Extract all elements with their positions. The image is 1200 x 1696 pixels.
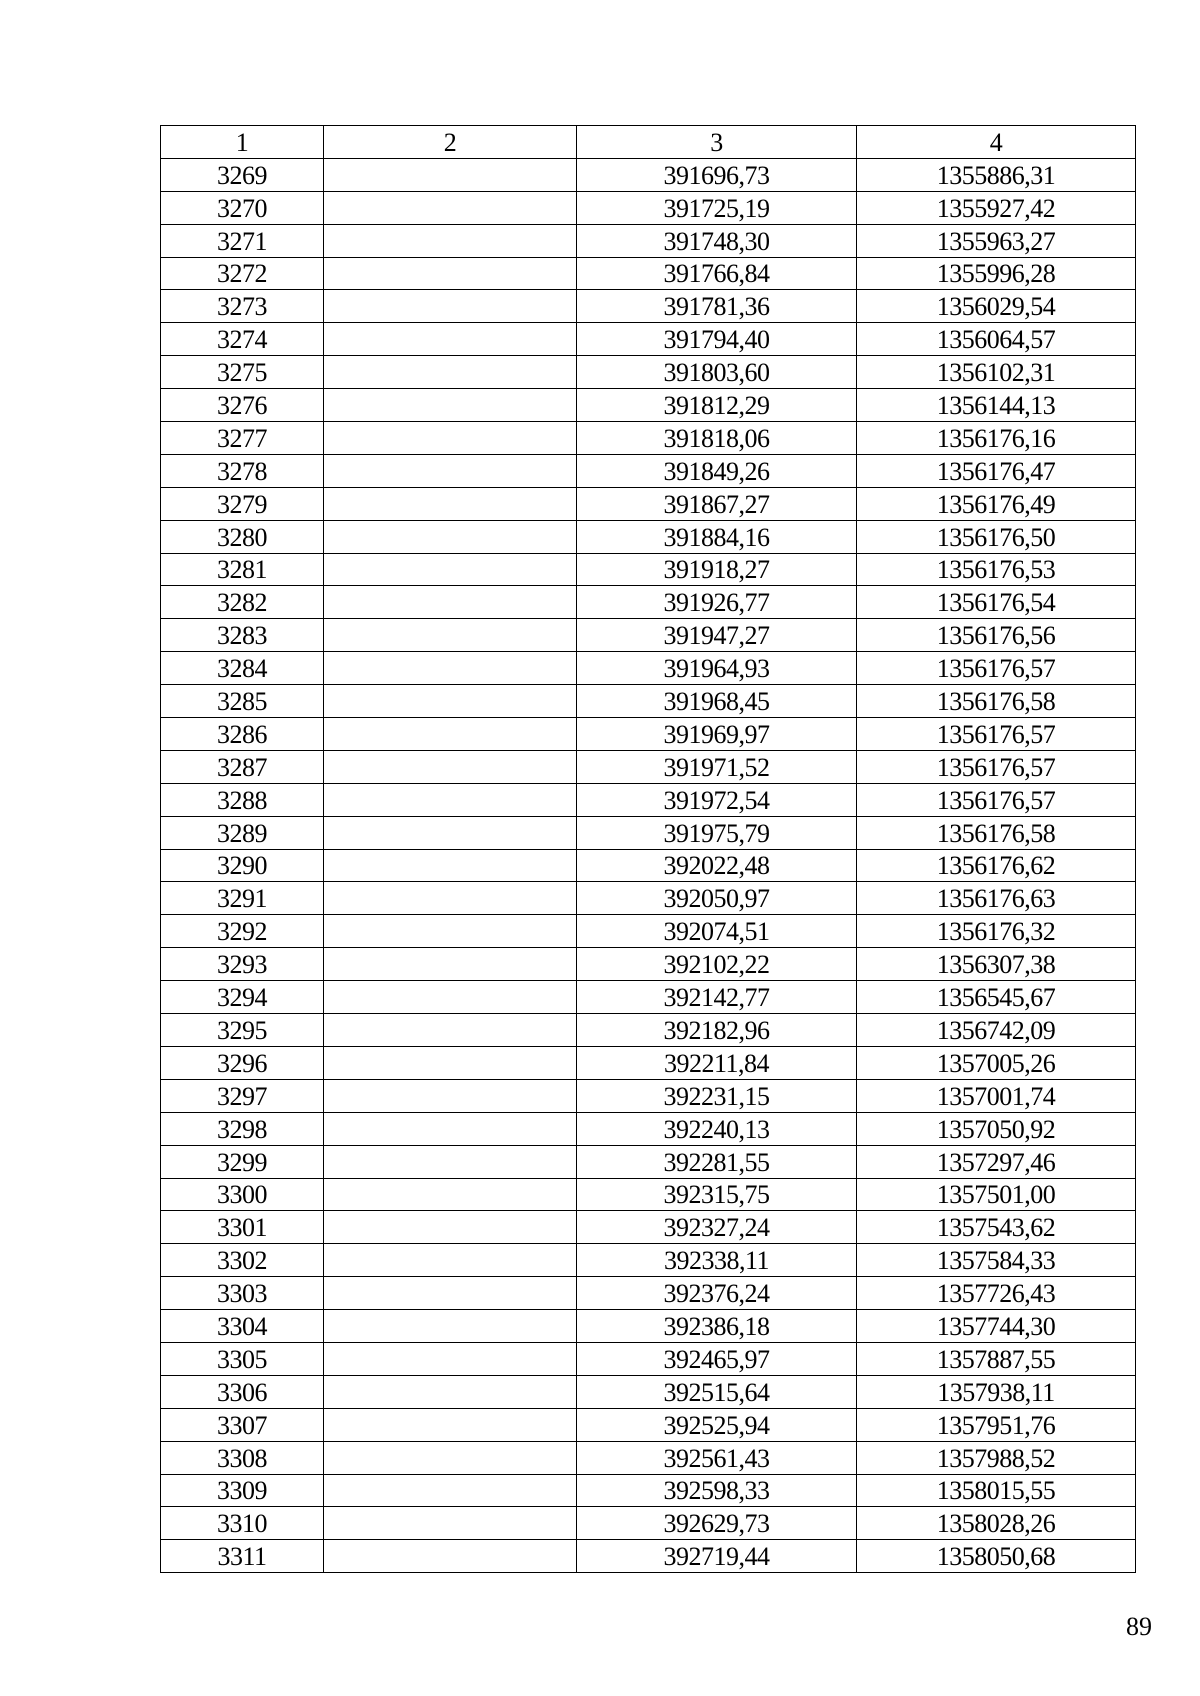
table-cell-col-1: 3274: [161, 323, 324, 356]
table-cell-col-4: 1356176,57: [857, 750, 1136, 783]
table-cell-col-3: 391812,29: [577, 389, 857, 422]
table-cell-col-2: [324, 586, 577, 619]
table-cell-col-3: 391696,73: [577, 158, 857, 191]
table-cell-col-2: [324, 224, 577, 257]
table-cell-col-4: 1355963,27: [857, 224, 1136, 257]
table-cell-col-2: [324, 158, 577, 191]
table-row: [161, 783, 1136, 816]
table-cell-col-2: [324, 520, 577, 553]
table-cell-col-3: 392386,18: [577, 1310, 857, 1343]
table-cell-col-1: 3272: [161, 257, 324, 290]
table-cell-col-3: 392598,33: [577, 1474, 857, 1507]
table-cell-col-4: 1356176,58: [857, 685, 1136, 718]
table-cell-col-3: 391926,77: [577, 586, 857, 619]
table-cell-col-3: 392376,24: [577, 1277, 857, 1310]
table-header-row: [161, 126, 1136, 159]
table-cell-col-1: 3294: [161, 981, 324, 1014]
table-cell-col-4: 1358050,68: [857, 1540, 1136, 1573]
table-cell-col-1: 3290: [161, 849, 324, 882]
table-cell-col-2: [324, 1277, 577, 1310]
table-row: [161, 849, 1136, 882]
page-number: 89: [1126, 1612, 1152, 1641]
table-row: [161, 1408, 1136, 1441]
table-cell-col-1: 3287: [161, 750, 324, 783]
table-cell-col-4: 1357988,52: [857, 1441, 1136, 1474]
table-cell-col-1: 3301: [161, 1211, 324, 1244]
table-cell-col-3: 392515,64: [577, 1375, 857, 1408]
table-cell-col-1: 3300: [161, 1178, 324, 1211]
table-cell-col-3: 391849,26: [577, 454, 857, 487]
table-cell-col-1: 3308: [161, 1441, 324, 1474]
table-cell-col-4: 1356176,62: [857, 849, 1136, 882]
table-row: [161, 1474, 1136, 1507]
table-row: [161, 1507, 1136, 1540]
table-cell-col-1: 3293: [161, 948, 324, 981]
table-cell-col-4: 1357951,76: [857, 1408, 1136, 1441]
table-cell-col-1: 3280: [161, 520, 324, 553]
table-cell-col-1: 3286: [161, 718, 324, 751]
table-cell-col-3: 391803,60: [577, 356, 857, 389]
table-cell-col-1: 3275: [161, 356, 324, 389]
table-row: [161, 454, 1136, 487]
table-row: [161, 1277, 1136, 1310]
table-cell-col-1: 3271: [161, 224, 324, 257]
table-cell-col-2: [324, 1310, 577, 1343]
table-cell-col-2: [324, 981, 577, 1014]
table-cell-col-4: 1357543,62: [857, 1211, 1136, 1244]
table-cell-col-4: 1358028,26: [857, 1507, 1136, 1540]
table-cell-col-4: 1357938,11: [857, 1375, 1136, 1408]
table-row: [161, 1014, 1136, 1047]
table-cell-col-2: [324, 915, 577, 948]
table-cell-col-2: [324, 1145, 577, 1178]
table-cell-col-2: [324, 422, 577, 455]
table-cell-col-3: 392561,43: [577, 1441, 857, 1474]
table-cell-col-3: 392022,48: [577, 849, 857, 882]
table-cell-col-2: [324, 454, 577, 487]
table-cell-col-2: [324, 1441, 577, 1474]
table-cell-col-4: 1357584,33: [857, 1244, 1136, 1277]
table-cell-col-1: 3284: [161, 652, 324, 685]
table-cell-col-3: 391975,79: [577, 816, 857, 849]
table-cell-col-3: 391781,36: [577, 290, 857, 323]
table-cell-col-3: 391971,52: [577, 750, 857, 783]
table-row: [161, 685, 1136, 718]
table-cell-col-1: 3296: [161, 1046, 324, 1079]
table-row: [161, 257, 1136, 290]
table-cell-col-4: 1356176,58: [857, 816, 1136, 849]
table-cell-col-1: 3288: [161, 783, 324, 816]
table-cell-col-4: 1357726,43: [857, 1277, 1136, 1310]
table-cell-col-1: 3307: [161, 1408, 324, 1441]
table-row: [161, 224, 1136, 257]
table-row: [161, 750, 1136, 783]
table-cell-col-2: [324, 1507, 577, 1540]
table-cell-col-3: 392281,55: [577, 1145, 857, 1178]
table-cell-col-3: 391969,97: [577, 718, 857, 751]
table-cell-col-1: 3277: [161, 422, 324, 455]
table-cell-col-4: 1357001,74: [857, 1079, 1136, 1112]
table-cell-col-2: [324, 882, 577, 915]
table-cell-col-4: 1357050,92: [857, 1112, 1136, 1145]
table-cell-col-2: [324, 1244, 577, 1277]
table-cell-col-2: [324, 323, 577, 356]
table-cell-col-2: [324, 290, 577, 323]
table-cell-col-1: 3295: [161, 1014, 324, 1047]
table-cell-col-4: 1356029,54: [857, 290, 1136, 323]
table-cell-col-4: 1355886,31: [857, 158, 1136, 191]
table-row: [161, 1441, 1136, 1474]
table-cell-col-4: 1356102,31: [857, 356, 1136, 389]
table-cell-col-1: 3304: [161, 1310, 324, 1343]
table-cell-col-2: [324, 750, 577, 783]
table-cell-col-3: 392182,96: [577, 1014, 857, 1047]
table-cell-col-3: 392074,51: [577, 915, 857, 948]
column-header-3: 3: [577, 126, 857, 159]
table-cell-col-1: 3298: [161, 1112, 324, 1145]
table-cell-col-2: [324, 1079, 577, 1112]
table-cell-col-4: 1357744,30: [857, 1310, 1136, 1343]
table-cell-col-1: 3270: [161, 191, 324, 224]
table-cell-col-1: 3289: [161, 816, 324, 849]
table-cell-col-1: 3269: [161, 158, 324, 191]
table-cell-col-4: 1356176,57: [857, 652, 1136, 685]
table-cell-col-3: 391766,84: [577, 257, 857, 290]
table-cell-col-3: 391725,19: [577, 191, 857, 224]
column-header-4: 4: [857, 126, 1136, 159]
table-cell-col-2: [324, 685, 577, 718]
table-cell-col-2: [324, 1408, 577, 1441]
table-cell-col-2: [324, 652, 577, 685]
table-cell-col-4: 1356176,32: [857, 915, 1136, 948]
table-cell-col-1: 3297: [161, 1079, 324, 1112]
table-cell-col-3: 392142,77: [577, 981, 857, 1014]
table-cell-col-3: 392211,84: [577, 1046, 857, 1079]
table-row: [161, 553, 1136, 586]
table-row: [161, 290, 1136, 323]
table-cell-col-3: 392327,24: [577, 1211, 857, 1244]
table-row: [161, 1375, 1136, 1408]
table-cell-col-3: 391968,45: [577, 685, 857, 718]
table-cell-col-4: 1355996,28: [857, 257, 1136, 290]
table-row: [161, 981, 1136, 1014]
table-cell-col-1: 3302: [161, 1244, 324, 1277]
table-cell-col-4: 1357887,55: [857, 1342, 1136, 1375]
table-cell-col-1: 3285: [161, 685, 324, 718]
table-cell-col-2: [324, 1540, 577, 1573]
table-row: [161, 915, 1136, 948]
table-cell-col-2: [324, 356, 577, 389]
table-row: [161, 1046, 1136, 1079]
table-cell-col-3: 391794,40: [577, 323, 857, 356]
table-row: [161, 1244, 1136, 1277]
column-header-2: 2: [324, 126, 577, 159]
table-cell-col-4: 1356176,63: [857, 882, 1136, 915]
table-cell-col-1: 3303: [161, 1277, 324, 1310]
table-cell-col-4: 1356545,67: [857, 981, 1136, 1014]
table-cell-col-2: [324, 849, 577, 882]
table-cell-col-1: 3292: [161, 915, 324, 948]
table-cell-col-3: 391972,54: [577, 783, 857, 816]
table-cell-col-2: [324, 948, 577, 981]
table-cell-col-2: [324, 1342, 577, 1375]
table-cell-col-4: 1356176,53: [857, 553, 1136, 586]
table-cell-col-1: 3273: [161, 290, 324, 323]
table-cell-col-4: 1356742,09: [857, 1014, 1136, 1047]
table-cell-col-4: 1356176,54: [857, 586, 1136, 619]
table-cell-col-3: 392050,97: [577, 882, 857, 915]
table-cell-col-1: 3309: [161, 1474, 324, 1507]
table-cell-col-2: [324, 816, 577, 849]
table-cell-col-4: 1356144,13: [857, 389, 1136, 422]
table-row: [161, 1079, 1136, 1112]
table-cell-col-4: 1356176,49: [857, 487, 1136, 520]
table-cell-col-2: [324, 718, 577, 751]
table-row: [161, 520, 1136, 553]
table-cell-col-2: [324, 389, 577, 422]
table-row: [161, 882, 1136, 915]
table-cell-col-3: 392102,22: [577, 948, 857, 981]
table-cell-col-3: 392465,97: [577, 1342, 857, 1375]
table-cell-col-4: 1356176,57: [857, 783, 1136, 816]
table-row: [161, 718, 1136, 751]
table-cell-col-4: 1356176,47: [857, 454, 1136, 487]
table-row: [161, 1112, 1136, 1145]
table-row: [161, 158, 1136, 191]
table-cell-col-1: 3282: [161, 586, 324, 619]
table-cell-col-2: [324, 553, 577, 586]
table-cell-col-3: 392629,73: [577, 1507, 857, 1540]
table-row: [161, 1145, 1136, 1178]
table-cell-col-3: 391918,27: [577, 553, 857, 586]
table-cell-col-4: 1356307,38: [857, 948, 1136, 981]
table-row: [161, 948, 1136, 981]
table-cell-col-3: 391748,30: [577, 224, 857, 257]
table-cell-col-4: 1356176,57: [857, 718, 1136, 751]
table-cell-col-4: 1357297,46: [857, 1145, 1136, 1178]
table-row: [161, 389, 1136, 422]
table-cell-col-1: 3283: [161, 619, 324, 652]
table-row: [161, 816, 1136, 849]
table-cell-col-3: 392525,94: [577, 1408, 857, 1441]
table-cell-col-3: 392231,15: [577, 1079, 857, 1112]
table-cell-col-1: 3306: [161, 1375, 324, 1408]
table-cell-col-1: 3291: [161, 882, 324, 915]
table-row: [161, 1310, 1136, 1343]
table-cell-col-2: [324, 191, 577, 224]
table-cell-col-2: [324, 1046, 577, 1079]
table-cell-col-3: 391947,27: [577, 619, 857, 652]
table-row: [161, 586, 1136, 619]
table-cell-col-4: 1357501,00: [857, 1178, 1136, 1211]
table-cell-col-1: 3281: [161, 553, 324, 586]
table-row: [161, 323, 1136, 356]
table-row: [161, 1540, 1136, 1573]
table-row: [161, 422, 1136, 455]
table-cell-col-3: 392240,13: [577, 1112, 857, 1145]
table-cell-col-4: 1356176,50: [857, 520, 1136, 553]
table-cell-col-4: 1356064,57: [857, 323, 1136, 356]
table-cell-col-3: 391964,93: [577, 652, 857, 685]
table-cell-col-2: [324, 783, 577, 816]
table-cell-col-1: 3299: [161, 1145, 324, 1178]
table-cell-col-3: 391884,16: [577, 520, 857, 553]
table-cell-col-1: 3279: [161, 487, 324, 520]
table-cell-col-1: 3278: [161, 454, 324, 487]
table-row: [161, 1178, 1136, 1211]
table-row: [161, 487, 1136, 520]
table-cell-col-4: 1358015,55: [857, 1474, 1136, 1507]
table-cell-col-2: [324, 1211, 577, 1244]
table-cell-col-3: 392719,44: [577, 1540, 857, 1573]
table-cell-col-2: [324, 1474, 577, 1507]
table-row: [161, 356, 1136, 389]
table-cell-col-2: [324, 1112, 577, 1145]
table-cell-col-4: 1356176,16: [857, 422, 1136, 455]
table-cell-col-2: [324, 1014, 577, 1047]
table-cell-col-1: 3311: [161, 1540, 324, 1573]
table-cell-col-2: [324, 619, 577, 652]
table-cell-col-4: 1355927,42: [857, 191, 1136, 224]
table-cell-col-2: [324, 1178, 577, 1211]
table-row: [161, 652, 1136, 685]
table-row: [161, 1211, 1136, 1244]
table-cell-col-3: 391867,27: [577, 487, 857, 520]
table-cell-col-1: 3276: [161, 389, 324, 422]
table-cell-col-2: [324, 1375, 577, 1408]
table-cell-col-1: 3310: [161, 1507, 324, 1540]
table-cell-col-2: [324, 487, 577, 520]
table-cell-col-3: 392315,75: [577, 1178, 857, 1211]
table-cell-col-3: 391818,06: [577, 422, 857, 455]
table-row: [161, 1342, 1136, 1375]
table-cell-col-4: 1357005,26: [857, 1046, 1136, 1079]
table-cell-col-1: 3305: [161, 1342, 324, 1375]
coordinates-table: [160, 125, 1136, 1573]
table-cell-col-3: 392338,11: [577, 1244, 857, 1277]
table-cell-col-4: 1356176,56: [857, 619, 1136, 652]
table-row: [161, 191, 1136, 224]
table-cell-col-2: [324, 257, 577, 290]
table-row: [161, 619, 1136, 652]
column-header-1: 1: [161, 126, 324, 159]
